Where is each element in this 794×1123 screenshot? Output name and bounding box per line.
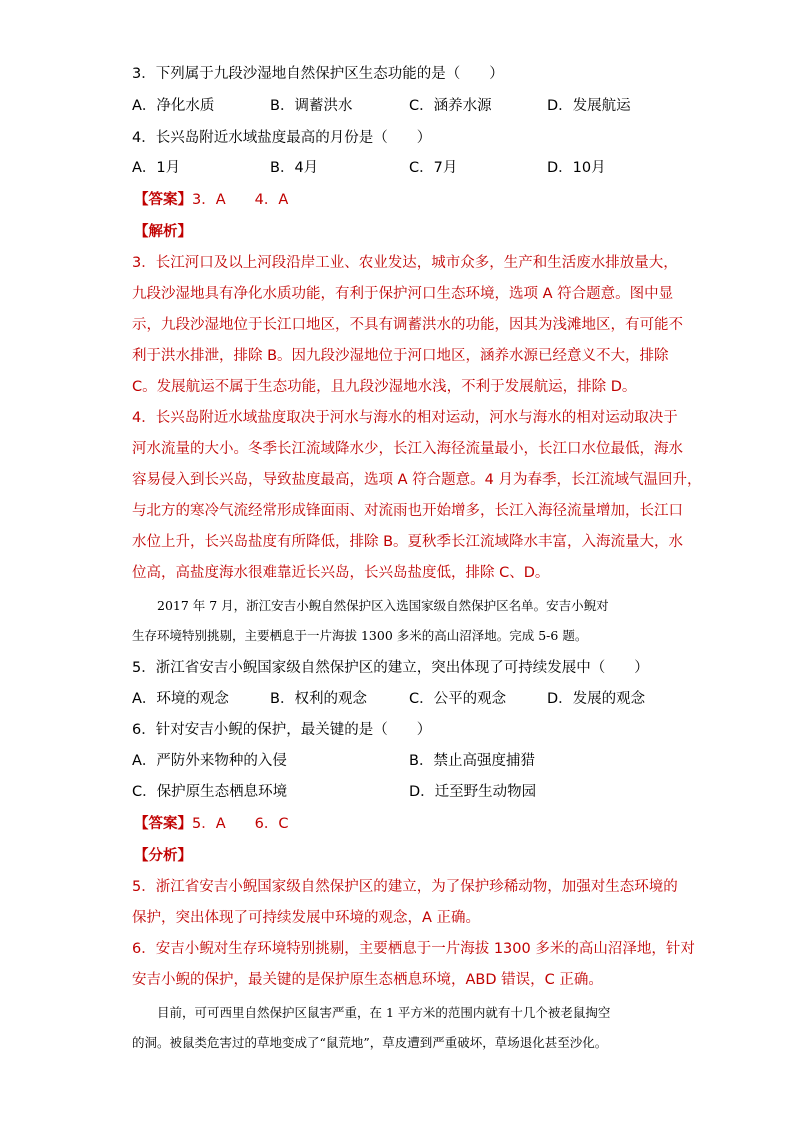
analysis-line: 保护，突出体现了可持续发展中环境的观念，A 正确。 [132,910,481,926]
question-6-option-b: B．禁止高强度捕猎 [409,753,535,769]
question-6-option-d: D．迁至野生动物园 [409,784,537,800]
answer-label: 【答案】 [134,816,192,832]
question-3-option-c: C．涵养水源 [409,98,492,114]
question-4-option-c: C．7月 [409,160,458,176]
analysis-line: 安吉小鲵的保护，最关键的是保护原生态栖息环境，ABD 错误，C 正确。 [132,972,603,988]
explanation-line: 示，九段沙湿地位于长江口地区，不具有调蓄洪水的功能，因其为浅滩地区，有可能不 [132,317,683,333]
question-6-stem: 6．针对安吉小鲵的保护，最关键的是（ ） [132,722,432,738]
material-paragraph-line: 的洞。被鼠类危害过的草地变成了“鼠荒地”，草皮遭到严重破坏，草场退化甚至沙化。 [132,1035,608,1050]
question-3-option-b: B．调蓄洪水 [270,98,353,114]
answer-text: 5．A 6．C [192,816,289,832]
question-6-option-a: A．严防外来物种的入侵 [132,753,287,769]
question-5-stem: 5．浙江省安吉小鲵国家级自然保护区的建立，突出体现了可持续发展中（ ） [132,660,649,676]
answer-block-1 [134,190,288,210]
analysis-label: 【分析】 [134,848,192,864]
question-3-option-d: D．发展航运 [547,98,631,114]
question-4-option-b: B．4月 [270,160,319,176]
material-paragraph-line: 2017 年 7 月，浙江安吉小鲵自然保护区入选国家级自然保护区名单。安吉小鲵对 [132,598,609,613]
question-4-option-a: A．1月 [132,160,181,176]
question-5-option-a: A．环境的观念 [132,691,229,707]
explanation-line: 位高，高盐度海水很难靠近长兴岛，长兴岛盐度低，排除 C、D。 [132,565,550,581]
question-5-option-d: D．发展的观念 [547,691,646,707]
question-5-option-b: B．权利的观念 [270,691,367,707]
material-paragraph-line: 生存环境特别挑剔，主要栖息于一片海拔 1300 多米的高山沼泽地。完成 5-6 题。 [132,628,588,643]
explanation-line: 九段沙湿地具有净化水质功能，有利于保护河口生态环境，选项 A 符合题意。图中显 [132,286,674,302]
question-3-stem: 3．下列属于九段沙湿地自然保护区生态功能的是（ ） [132,66,504,82]
explanation-line: 4．长兴岛附近水域盐度取决于河水与海水的相对运动，河水与海水的相对运动取决于 [132,410,678,426]
answer-label: 【答案】 [134,192,192,208]
answer-text: 3．A 4．A [192,192,289,208]
explanation-line: C。发展航运不属于生态功能，且九段沙湿地水浅，不利于发展航运，排除 D。 [132,379,637,395]
question-3-option-a: A．净化水质 [132,98,215,114]
question-5-option-c: C．公平的观念 [409,691,507,707]
explanation-line: 河水流量的大小。冬季长江流域降水少，长江入海径流量最小，长江口水位最低，海水 [132,441,683,457]
question-4-option-d: D．10月 [547,160,606,176]
question-4-stem: 4．长兴岛附近水域盐度最高的月份是（ ） [132,130,432,146]
analysis-line: 6．安吉小鲵对生存环境特别挑剔，主要栖息于一片海拔 1300 多米的高山沼泽地，针对 [132,941,695,957]
material-paragraph-line: 目前，可可西里自然保护区鼠害严重，在 1 平方米的范围内就有十几个被老鼠掏空 [132,1005,611,1020]
analysis-line: 5．浙江省安吉小鲵国家级自然保护区的建立，为了保护珍稀动物，加强对生态环境的 [132,879,678,895]
explanation-line: 利于洪水排泄，排除 B。因九段沙湿地位于河口地区，涵养水源已经意义不大，排除 [132,348,669,364]
explanation-line: 水位上升，长兴岛盐度有所降低，排除 B。夏秋季长江流域降水丰富，入海流量大，水 [132,534,684,550]
question-6-option-c: C．保护原生态栖息环境 [132,784,288,800]
explanation-line: 与北方的寒冷气流经常形成锋面雨、对流雨也开始增多，长江入海径流量增加，长江口 [132,503,683,519]
explanation-label: 【解析】 [134,224,192,240]
explanation-line: 3．长江河口及以上河段沿岸工业、农业发达，城市众多，生产和生活废水排放量大， [132,255,678,271]
explanation-line: 容易侵入到长兴岛，导致盐度最高，选项 A 符合题意。4 月为春季，长江流域气温回升， [132,472,702,488]
answer-block-2 [134,814,289,834]
